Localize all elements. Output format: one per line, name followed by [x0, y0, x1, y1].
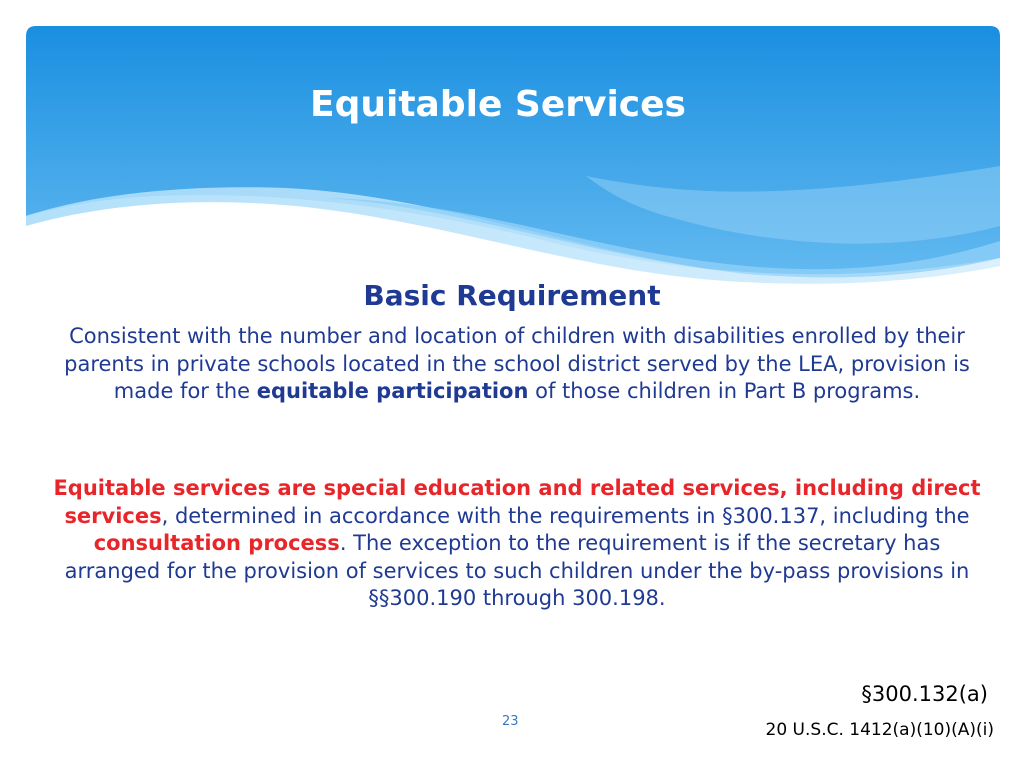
paragraph-basic-requirement [46, 323, 988, 406]
paragraph2-text-1: , determined in accordance with the requirements in §300.137, including the [161, 503, 970, 528]
paragraph-equitable-services [46, 475, 988, 613]
header-banner [26, 26, 1000, 288]
citation-primary: §300.132(a) [861, 682, 988, 706]
citation-secondary: 20 U.S.C. 1412(a)(10)(A)(i) [765, 720, 994, 740]
slide-title: Equitable Services [310, 84, 686, 125]
paragraph2-highlight-definition: Equitable services are special education and related services, including direct services [53, 476, 981, 528]
paragraph1-text-after: of those children in Part B programs. [528, 379, 921, 403]
paragraph1-emphasis: equitable participation [256, 379, 529, 403]
section-subtitle: Basic Requirement [363, 279, 661, 312]
page-number: 23 [502, 714, 519, 729]
paragraph1-text-before: Consistent with the number and location of children with disabilities enrolled by their parents in private schools located in the school district served by the LEA, provision is made for the [64, 324, 970, 403]
paragraph2-text-2: . The exception to the requirement is if the secretary has arranged for the provision of services to such children under the by-pass provisions in §§300.190 through 300.198. [64, 531, 970, 610]
paragraph2-highlight-consultation: consultation process [93, 531, 340, 555]
wave-background [26, 26, 1000, 288]
